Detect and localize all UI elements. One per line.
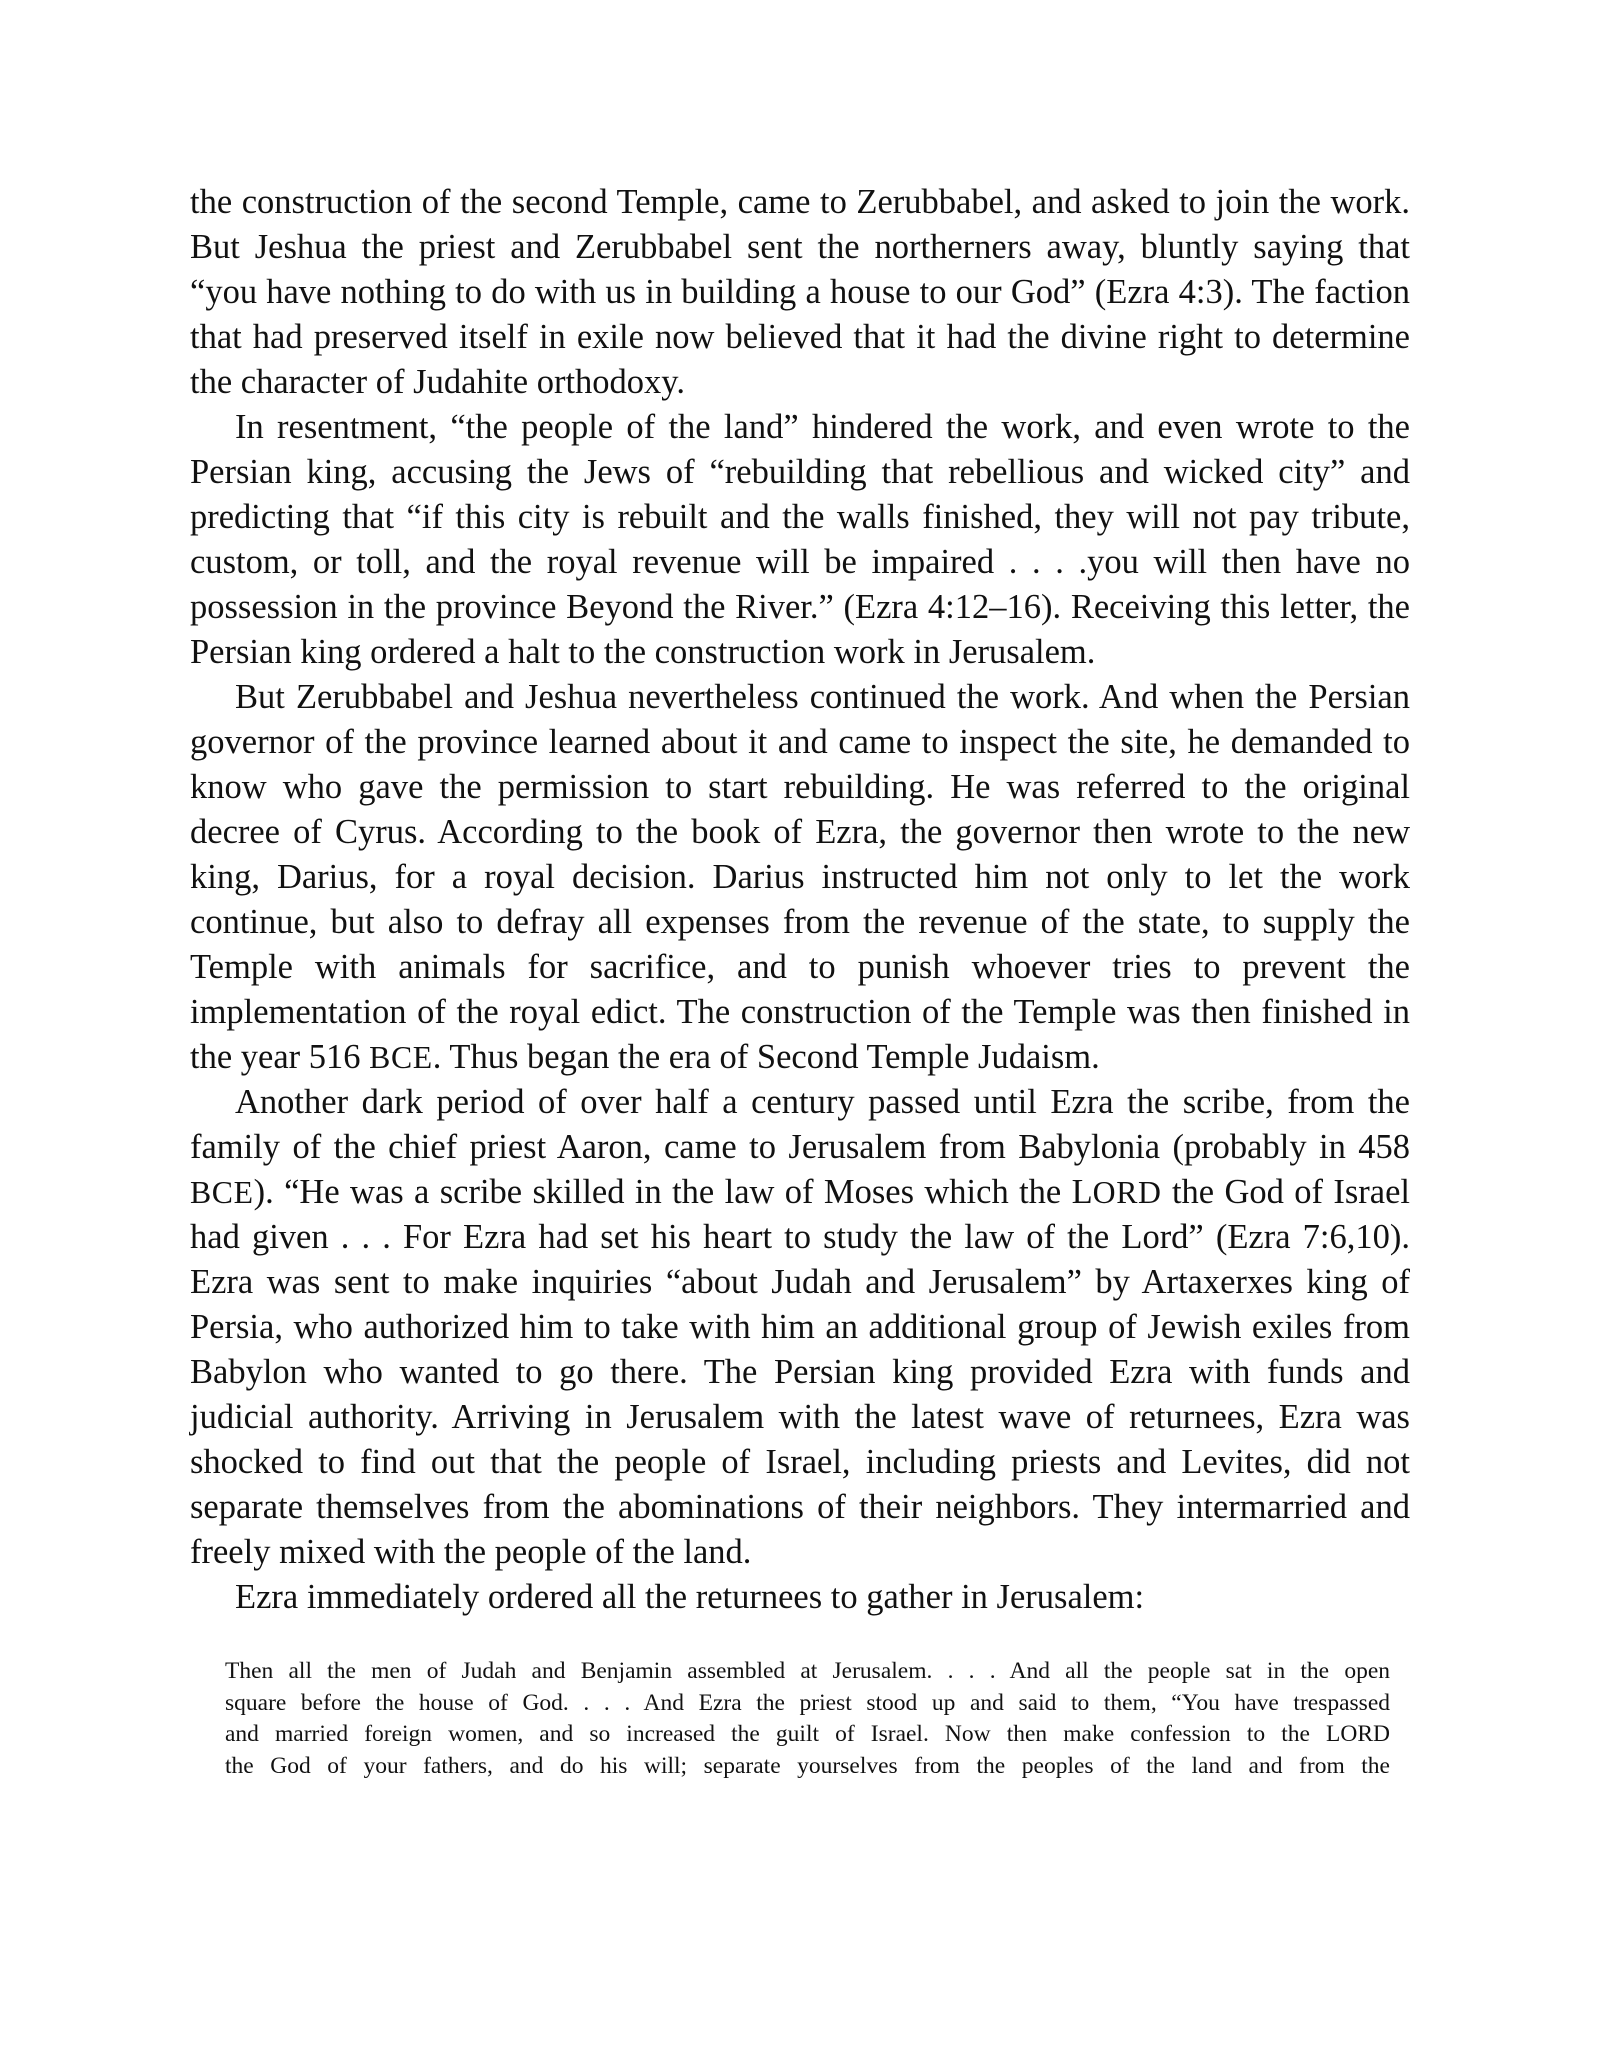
body-text bbox=[190, 180, 1410, 1620]
document-page bbox=[190, 180, 1410, 1782]
text-segment: the God of Israel had given . . . For Ezra had set his heart to study the law of the Lord” (Ezra 7:6,10). Ezra was sent to make inquiries “about Judah and Jerusalem” by Artaxerxes king of Persia, who authorized him to take with him an additional group of Jewish exiles from Babylon who wanted to go there. The Persian king provided Ezra with funds and judicial authority. Arriving in Jerusalem with the latest wave of returnees, Ezra was shocked to find out that the people of Israel, including priests and Levites, did not separate themselves from the abominations of their neighbors. They intermarried and freely mixed with the people of the land. bbox=[190, 1173, 1410, 1571]
text-segment: ). “He was a scribe skilled in the law of Moses which the L bbox=[253, 1173, 1093, 1211]
paragraph bbox=[190, 1080, 1410, 1575]
text-segment: Ezra immediately ordered all the returnees to gather in Jerusalem: bbox=[235, 1578, 1145, 1616]
block-quote-line: square before the house of God. . . . And Ezra the priest stood up and said to them, “You have trespassed bbox=[225, 1689, 1390, 1716]
block-quote bbox=[225, 1656, 1390, 1782]
text-segment: the construction of the second Temple, came to Zerubbabel, and asked to join the work. But Jeshua the priest and Zerubbabel sent the northerners away, bluntly saying that “you have nothing to do with us in building a house to our God” (Ezra 4:3). The faction that had preserved itself in exile now believed that it had the divine right to determine the character of Judahite orthodoxy. bbox=[190, 183, 1410, 401]
text-segment: . Thus began the era of Second Temple Judaism. bbox=[432, 1038, 1100, 1076]
small-caps-text: BCE bbox=[190, 1175, 254, 1210]
paragraph bbox=[190, 180, 1410, 405]
text-segment: But Zerubbabel and Jeshua nevertheless continued the work. And when the Persian governor of the province learned about it and came to inspect the site, he demanded to know who gave the permission to start rebuilding. He was referred to the original decree of Cyrus. According to the book of Ezra, the governor then wrote to the new king, Darius, for a royal decision. Darius instructed him not only to let the work continue, but also to defray all expenses from the revenue of the state, to supply the Temple with animals for sacrifice, and to punish whoever tries to prevent the implementation of the royal edict. The construction of the Temple was then finished in the year 516 bbox=[190, 678, 1410, 1076]
paragraph bbox=[190, 405, 1410, 675]
small-caps-text: BCE bbox=[369, 1040, 433, 1075]
block-quote-line: Then all the men of Judah and Benjamin assembled at Jerusalem. . . . And all the people sat in the open bbox=[225, 1658, 1390, 1684]
small-caps-text: ORD bbox=[1092, 1175, 1162, 1210]
paragraph bbox=[190, 675, 1410, 1080]
paragraph bbox=[190, 1575, 1410, 1620]
text-segment: Another dark period of over half a century passed until Ezra the scribe, from the family of the chief priest Aaron, came to Jerusalem from Babylonia (probably in 458 bbox=[190, 1083, 1410, 1166]
block-quote-line: and married foreign women, and so increased the guilt of Israel. Now then make confession to the LORD bbox=[225, 1721, 1390, 1747]
text-segment: In resentment, “the people of the land” hindered the work, and even wrote to the Persian king, accusing the Jews of “rebuilding that rebellious and wicked city” and predicting that “if this city is rebuilt and the walls finished, they will not pay tribute, custom, or toll, and the royal revenue will be impaired . . . .you will then have no possession in the province Beyond the River.” (Ezra 4:12–16). Receiving this letter, the Persian king ordered a halt to the construction work in Jerusalem. bbox=[190, 408, 1410, 671]
block-quote-line: the God of your fathers, and do his will; separate yourselves from the peoples of the land and from the bbox=[225, 1752, 1390, 1779]
